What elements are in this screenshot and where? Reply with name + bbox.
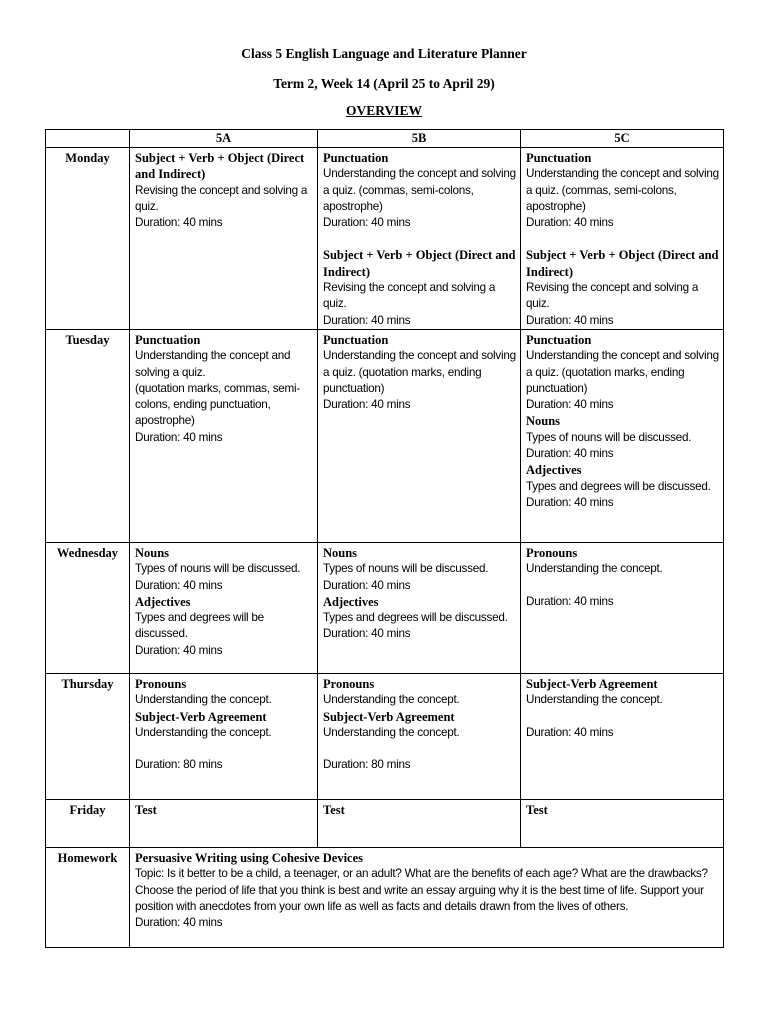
cell-5c <box>521 148 724 330</box>
page-subtitle: Term 2, Week 14 (April 25 to April 29) <box>273 76 495 91</box>
topic-detail: Understanding the concept. <box>526 693 663 707</box>
topic-detail: Duration: 40 mins <box>526 216 614 230</box>
topic-detail: Duration: 40 mins <box>323 313 411 327</box>
topic-heading: Test <box>526 802 548 817</box>
topic-heading: Punctuation <box>135 332 201 347</box>
day-label: Friday <box>46 799 130 847</box>
topic-heading: Test <box>323 802 345 817</box>
cell-5a <box>130 673 318 799</box>
row-monday <box>46 148 724 330</box>
row-tuesday <box>46 329 724 542</box>
topic-heading: Adjectives <box>323 594 379 609</box>
cell-5b <box>318 148 521 330</box>
row-friday <box>46 799 724 847</box>
page-title: Class 5 English Language and Literature Planner <box>241 46 527 61</box>
cell-5a <box>130 148 318 330</box>
day-label: Homework <box>46 847 130 947</box>
topic-detail: Duration: 40 mins <box>323 398 411 412</box>
topic-detail: Duration: 40 mins <box>526 725 614 739</box>
spacer <box>526 709 719 725</box>
topic-detail: Duration: 40 mins <box>323 578 411 592</box>
topic-heading: Persuasive Writing using Cohesive Devices <box>135 850 364 865</box>
row-wednesday <box>46 542 724 673</box>
topic-detail: Duration: 40 mins <box>323 627 411 641</box>
topic-detail: Types and degrees will be discussed. <box>526 479 711 493</box>
topic-heading: Punctuation <box>323 332 389 347</box>
topic-detail: Understanding the concept. <box>323 693 460 707</box>
column-header-5a: 5A <box>130 130 318 148</box>
spacer <box>135 741 313 757</box>
cell-5b <box>318 329 521 542</box>
topic-detail: Types and degrees will be discussed. <box>323 611 508 625</box>
cell-5c <box>521 542 724 673</box>
topic-detail: Understanding the concept and solving a quiz. (commas, semi-colons, apostrophe) <box>323 167 516 213</box>
topic-heading: Punctuation <box>526 332 592 347</box>
homework-cell <box>130 847 724 947</box>
cell-5c <box>521 329 724 542</box>
cell-5b <box>318 799 521 847</box>
topic-heading: Punctuation <box>526 151 592 165</box>
cell-5c <box>521 799 724 847</box>
topic-detail: Understanding the concept and solving a quiz. (quotation marks, ending punctuation) <box>526 349 719 395</box>
topic-heading: Subject + Verb + Object (Direct and Indirect) <box>526 248 719 279</box>
topic-detail: Revising the concept and solving a quiz. <box>526 281 699 311</box>
cell-5a <box>130 329 318 542</box>
topic-heading: Punctuation <box>323 151 389 165</box>
topic-heading: Nouns <box>323 545 358 560</box>
topic-detail: Duration: 80 mins <box>323 758 411 772</box>
cell-5a <box>130 799 318 847</box>
spacer <box>526 231 719 247</box>
cell-5b <box>318 542 521 673</box>
topic-detail: Duration: 40 mins <box>526 398 614 412</box>
topic-heading: Adjectives <box>135 594 191 609</box>
topic-detail: Duration: 80 mins <box>135 758 223 772</box>
topic-heading: Pronouns <box>135 676 187 691</box>
topic-heading: Subject-Verb Agreement <box>323 709 455 724</box>
cell-5a <box>130 542 318 673</box>
topic-detail: Understanding the concept and solving a quiz. <box>135 349 291 379</box>
planner-table <box>45 129 724 948</box>
topic-detail: Duration: 40 mins <box>526 313 614 327</box>
row-homework <box>46 847 724 947</box>
spacer <box>323 741 516 757</box>
topic-detail: Types of nouns will be discussed. <box>135 562 301 576</box>
day-label: Monday <box>46 148 130 330</box>
topic-detail: Understanding the concept. <box>526 562 663 576</box>
topic-detail: Duration: 40 mins <box>135 430 223 444</box>
topic-detail: Understanding the concept. <box>323 725 460 739</box>
topic-detail: Topic: Is it better to be a child, a teenager, or an adult? What are the benefits of each age? What are the drawbacks? Choose the period of life that you think is best and write an essay arguing why it is the best time of life. Support your position with anecdotes from your own life as well as facts and details drawn from the lives of others. <box>135 867 708 913</box>
topic-heading: Subject + Verb + Object (Direct and Indirect) <box>135 151 305 182</box>
column-header-5b: 5B <box>318 130 521 148</box>
topic-detail: Duration: 40 mins <box>323 216 411 230</box>
cell-5b <box>318 673 521 799</box>
topic-detail: Types of nouns will be discussed. <box>526 430 692 444</box>
topic-detail: (quotation marks, commas, semi-colons, ending punctuation, apostrophe) <box>135 381 301 428</box>
topic-detail: Duration: 40 mins <box>135 216 223 230</box>
section-heading: OVERVIEW <box>345 103 423 118</box>
header-row <box>46 130 724 148</box>
topic-detail: Duration: 40 mins <box>135 643 223 657</box>
topic-heading: Test <box>135 802 157 817</box>
column-header-blank <box>46 130 130 148</box>
topic-detail: Revising the concept and solving a quiz. <box>135 183 308 213</box>
topic-detail: Understanding the concept. <box>135 693 272 707</box>
topic-heading: Subject-Verb Agreement <box>135 709 267 724</box>
cell-5c <box>521 673 724 799</box>
topic-heading: Pronouns <box>323 676 375 691</box>
topic-heading: Nouns <box>526 414 561 429</box>
day-label: Tuesday <box>46 329 130 542</box>
topic-detail: Revising the concept and solving a quiz. <box>323 281 496 311</box>
topic-heading: Subject-Verb Agreement <box>526 676 658 691</box>
topic-heading: Subject + Verb + Object (Direct and Indirect) <box>323 248 516 279</box>
spacer <box>526 578 719 594</box>
topic-detail: Understanding the concept and solving a quiz. (commas, semi-colons, apostrophe) <box>526 167 719 213</box>
day-label: Wednesday <box>46 542 130 673</box>
topic-detail: Duration: 40 mins <box>135 916 223 930</box>
row-thursday <box>46 673 724 799</box>
column-header-5c: 5C <box>521 130 724 148</box>
topic-heading: Adjectives <box>526 463 582 478</box>
topic-detail: Types and degrees will be discussed. <box>135 611 264 641</box>
topic-detail: Understanding the concept and solving a quiz. (quotation marks, ending punctuation) <box>323 349 516 395</box>
topic-detail: Types of nouns will be discussed. <box>323 562 489 576</box>
topic-heading: Pronouns <box>526 545 578 560</box>
topic-detail: Duration: 40 mins <box>526 495 614 509</box>
day-label: Thursday <box>46 673 130 799</box>
topic-detail: Duration: 40 mins <box>526 447 614 461</box>
topic-detail: Duration: 40 mins <box>526 594 614 608</box>
topic-detail: Duration: 40 mins <box>135 578 223 592</box>
spacer <box>323 231 516 247</box>
topic-heading: Nouns <box>135 545 170 560</box>
topic-detail: Understanding the concept. <box>135 725 272 739</box>
